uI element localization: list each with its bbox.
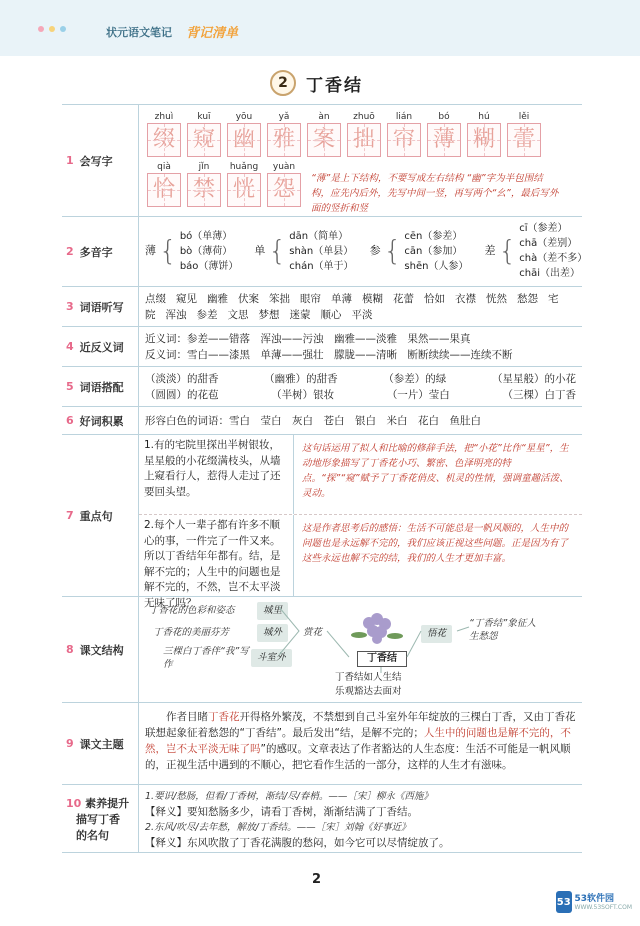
char-pinyin: hú — [478, 112, 490, 122]
polyphone-reading: cī（参差） — [519, 223, 568, 234]
dot-yellow — [49, 26, 55, 32]
logo-url: WWW.53SOFT.COM — [574, 903, 632, 911]
writing-note: “薄”是上下结构，不要写成左右结构 “幽”字为半包围结构，应先内后外，先写中间一竖，再写两个“幺”，最后写外面的竖折和竖 — [311, 173, 559, 214]
quote-1: 1.要识/愁肠，但看/丁香树，渐结/尽/春梢。——［宋］柳永《西施》 — [145, 791, 433, 802]
struct-right-note: “丁香结”象征人生愁怨 — [469, 618, 536, 642]
collocation-item: （幽雅）的甜香 — [264, 373, 338, 385]
char-box: 雅 — [267, 123, 301, 157]
section-number: 1 — [66, 154, 74, 167]
section-title: 近反义词 — [79, 340, 124, 354]
brand-tag: 背记清单 — [186, 26, 239, 41]
section-content — [138, 327, 582, 366]
polyphone-reading: cān（参加） — [404, 245, 463, 257]
section-label — [62, 407, 138, 434]
char-box: 恍 — [227, 173, 261, 207]
section-dictation — [62, 287, 582, 327]
struct-pill-3: 斗室外 — [251, 649, 292, 667]
dictation-word: 梦想 — [258, 309, 280, 321]
theme-part: 开得格外繁茂，不禁想到自己斗室外年年绽放的三棵白丁香，又由丁香花联想起象征着愁怨的“丁香结”。最后发出“结，是解不完的； — [145, 711, 576, 739]
char-box: 恰 — [147, 173, 181, 207]
section-content — [138, 217, 593, 286]
logo-text: 53软件园 — [574, 893, 615, 904]
polyphone-readings — [519, 221, 587, 281]
section-content — [138, 105, 582, 216]
char-pinyin: zhuì — [154, 112, 174, 122]
key-sentence-2-note: 这是作者思考后的感悟：生活不可能总是一帆风顺的，人生中的问题也是永远解不完的，我们应该正视这些问题。正是因为有了这些永远也解不完的结，我们的人生才更加丰富。 — [302, 523, 569, 564]
collocation-item: （一片）莹白 — [386, 389, 450, 401]
brace-icon: { — [159, 234, 177, 267]
char-cell — [465, 109, 503, 157]
section-number: 10 — [66, 796, 82, 810]
dictation-word: 恰如 — [424, 293, 445, 305]
char-box: 糊 — [467, 123, 501, 157]
polyphone-readings — [289, 229, 353, 274]
collocation-item: （半树）银妆 — [271, 389, 335, 401]
structure-diagram — [138, 597, 582, 703]
char-box: 薄 — [427, 123, 461, 157]
section-title: 多音字 — [79, 245, 113, 259]
theme-highlight: 丁香花 — [208, 711, 240, 723]
theme-part: ”的感叹。文章表达了作者豁达的人生态度：生活不可能是一帆风顺的，正视生活中遇到的不顺心，把它看作生活的一部分，这样的人生才有滋味。 — [145, 743, 571, 771]
char-box: 禁 — [187, 173, 221, 207]
brace-icon: { — [383, 234, 402, 267]
dictation-word: 参差 — [196, 309, 218, 321]
struct-center: 丁香结 — [357, 651, 407, 667]
section-synonyms — [62, 327, 582, 367]
char-pinyin: jǐn — [198, 162, 210, 172]
char-cell — [185, 159, 223, 216]
section-content — [138, 367, 582, 406]
polyphone-reading: cēn（参差） — [404, 230, 463, 242]
char-pinyin: kuī — [197, 112, 211, 122]
section-label — [62, 597, 138, 702]
char-cell — [185, 109, 223, 157]
section-theme — [62, 703, 582, 785]
char-pinyin: qià — [157, 162, 171, 172]
brace-icon: { — [268, 234, 287, 267]
char-cell — [305, 109, 343, 157]
page-number: 2 — [312, 872, 322, 887]
section-good-words — [62, 407, 582, 435]
dictation-word: 花蕾 — [393, 293, 414, 305]
theme-highlight: 人生中的问题也是解不完的，不然，岂不太平淡无味了吗 — [145, 727, 571, 755]
struct-left-2: 丁香花的美丽芬芳 — [153, 627, 230, 638]
dictation-word: 文思 — [227, 309, 249, 321]
section-title: 会写字 — [79, 154, 113, 168]
polyphone-char: 差 — [484, 244, 496, 257]
brace-icon: { — [498, 234, 517, 267]
polyphone-reading: chā（差别） — [519, 238, 578, 249]
polyphone-reading: chà（差不多） — [519, 253, 588, 264]
section-label — [62, 435, 138, 596]
section-number: 7 — [66, 509, 74, 522]
section-content — [138, 785, 582, 852]
quote-1-meaning: 【释义】要知愁肠多少，请看丁香树，渐渐结满了丁香结。 — [145, 806, 418, 818]
char-pinyin: lěi — [518, 112, 530, 122]
section-title: 词语听写 — [79, 300, 124, 314]
char-pinyin: yuàn — [272, 162, 296, 172]
section-number: 3 — [66, 300, 74, 313]
polyphone-group — [254, 221, 353, 281]
dictation-word: 恍然 — [486, 293, 507, 305]
lesson-heading — [270, 70, 363, 96]
polyphone-group — [370, 221, 469, 281]
char-row — [145, 109, 576, 157]
section-number: 6 — [66, 414, 74, 427]
collocation-item: （圆圆）的花苞 — [145, 389, 219, 401]
dictation-word: 笨拙 — [269, 293, 290, 305]
lesson-number: 2 — [270, 70, 296, 96]
char-box: 拙 — [347, 123, 381, 157]
char-cell — [505, 109, 543, 157]
dictation-word: 浑浊 — [165, 309, 187, 321]
char-cell — [425, 109, 463, 157]
dictation-word: 眼帘 — [300, 293, 321, 305]
struct-left-3: 三棵白丁香伴“我”写作 — [163, 646, 249, 670]
dictation-word: 顺心 — [320, 309, 342, 321]
struct-foot-1: 丁香结如人生结 — [335, 672, 402, 683]
quote-2: 2.东风/吹尽/去年愁，解放/丁香结。——［宋］刘翰《好事近》 — [145, 822, 411, 833]
section-label — [62, 703, 138, 784]
struct-left-1: 丁香花的色彩和姿态 — [149, 605, 235, 616]
polyphone-groups — [145, 221, 587, 281]
char-cell — [225, 159, 263, 216]
section-title: 重点句 — [79, 509, 113, 523]
polyphone-group — [145, 221, 238, 281]
good-words-text: 形容白色的词语：雪白 莹白 灰白 苍白 银白 米白 花白 鱼肚白 — [138, 407, 582, 434]
logo-mark-icon: 53 — [556, 891, 572, 913]
struct-right: 悟花 — [421, 625, 452, 643]
collocation-line — [145, 371, 576, 387]
quote-2-meaning: 【释义】东风吹散了丁香花满腹的愁闷，如今它可以尽情绽放了。 — [145, 837, 450, 849]
polyphone-readings — [404, 229, 468, 274]
dictation-word: 伏案 — [238, 293, 259, 305]
char-box: 蕾 — [507, 123, 541, 157]
dictation-word: 单薄 — [331, 293, 352, 305]
dictation-word: 宅院 — [145, 293, 559, 321]
decor-dots — [38, 26, 66, 32]
polyphone-char: 参 — [369, 244, 381, 257]
section-collocations — [62, 367, 582, 407]
char-pinyin: yōu — [235, 112, 253, 122]
struct-pill-2: 城外 — [257, 624, 288, 642]
polyphone-reading: bó（单薄） — [179, 230, 233, 242]
section-title: 课文主题 — [79, 737, 124, 751]
section-number: 2 — [66, 245, 74, 258]
polyphone-group — [484, 221, 587, 281]
char-box: 窥 — [187, 123, 221, 157]
dictation-word: 衣襟 — [455, 293, 476, 305]
polyphone-char: 单 — [254, 244, 266, 257]
theme-text — [138, 703, 582, 784]
char-cell — [225, 109, 263, 157]
key-sentence-2: 2.每个人一辈子都有许多不顺心的事，一件完了一件又来。所以丁香结年年都有。结，是解不完的；人生中的问题也是解不完的，不然，岂不太平淡无味了吗？ — [139, 515, 294, 596]
section-label — [62, 217, 138, 286]
polyphone-reading: bò（薄荷） — [179, 245, 233, 257]
dictation-word: 愁怨 — [517, 293, 538, 305]
char-row — [145, 159, 303, 216]
section-label — [62, 785, 138, 852]
notes-table — [62, 104, 588, 853]
lesson-title: 丁香结 — [306, 75, 363, 96]
char-cell — [345, 109, 383, 157]
section-key-sentences — [62, 435, 582, 609]
char-pinyin: àn — [318, 112, 330, 122]
brand-name: 状元语文笔记 — [106, 26, 172, 39]
char-pinyin: lián — [395, 112, 413, 122]
section-title: 好词积累 — [79, 414, 124, 428]
dictation-word: 幽雅 — [207, 293, 228, 305]
section-number: 5 — [66, 380, 74, 393]
polyphone-reading: shàn（单县） — [289, 245, 354, 257]
section-label — [62, 105, 138, 216]
dot-blue — [60, 26, 66, 32]
section-polyphones — [62, 217, 588, 287]
section-writing-chars — [62, 105, 582, 217]
struct-mid: 赏花 — [303, 627, 323, 638]
dictation-word: 模糊 — [362, 293, 383, 305]
dictation-words — [138, 287, 582, 326]
dictation-word: 窥见 — [176, 293, 197, 305]
section-subtitle: 描写丁香 — [76, 812, 120, 826]
struct-pill-1: 城里 — [257, 602, 288, 620]
char-box: 案 — [307, 123, 341, 157]
polyphone-char: 薄 — [145, 244, 156, 257]
char-cell — [265, 159, 303, 216]
section-quotes — [62, 785, 582, 853]
site-logo — [556, 888, 632, 916]
dictation-word: 平淡 — [351, 309, 373, 321]
char-pinyin: yǎ — [278, 112, 290, 122]
section-title: 课文结构 — [79, 643, 124, 657]
collocation-item: （淡淡）的甜香 — [145, 373, 219, 385]
collocation-item: （星星般）的小花 — [491, 373, 576, 385]
section-label — [62, 287, 138, 326]
antonym-line: 反义词：雪白——漆黑 单薄——强壮 朦胧——清晰 断断续续——连续不断 — [145, 349, 513, 361]
section-content — [138, 435, 582, 609]
struct-foot-2: 乐观豁达去面对 — [335, 686, 402, 697]
char-pinyin: huǎng — [229, 162, 259, 172]
collocation-line — [145, 387, 576, 403]
polyphone-readings — [180, 229, 239, 274]
section-subtitle: 的名句 — [76, 828, 109, 842]
char-cell — [265, 109, 303, 157]
polyphone-reading: chán（单于） — [289, 260, 354, 272]
section-label — [62, 327, 138, 366]
char-box: 怨 — [267, 173, 301, 207]
dictation-word: 点缀 — [145, 293, 166, 305]
char-pinyin: zhuō — [353, 112, 375, 122]
section-title: 词语搭配 — [79, 380, 124, 394]
dictation-word: 迷蒙 — [289, 309, 311, 321]
section-number: 4 — [66, 340, 74, 353]
collocation-item: （三棵）白丁香 — [502, 389, 576, 401]
section-number: 9 — [66, 737, 74, 750]
char-box: 帘 — [387, 123, 421, 157]
polyphone-reading: chāi（出差） — [519, 268, 581, 279]
section-structure — [62, 597, 582, 703]
collocation-item: （参差）的绿 — [383, 373, 447, 385]
dot-pink — [38, 26, 44, 32]
theme-part: 作者目睹 — [166, 711, 208, 723]
char-box: 缀 — [147, 123, 181, 157]
key-sentence-1: 1.有的宅院里探出半树银妆，星星般的小花缀满枝头，从墙上窥看行人，惹得人走过了还要回头望。 — [139, 435, 294, 514]
section-label — [62, 367, 138, 406]
synonym-line: 近义词：参差——错落 浑浊——污浊 幽雅——淡雅 果然——果真 — [145, 333, 471, 345]
char-cell — [145, 159, 183, 216]
char-box: 幽 — [227, 123, 261, 157]
key-sentence-1-note: 这句话运用了拟人和比喻的修辞手法，把“小花”比作“星星”，生动地形象描写了丁香花小巧、繁密、色泽明亮的特点。“探”“窥”赋予了丁香花俏皮、机灵的性情，强调童趣活泼、灵动。 — [302, 443, 569, 499]
char-cell — [385, 109, 423, 157]
char-cell — [145, 109, 183, 157]
polyphone-reading: shēn（人参） — [404, 260, 469, 272]
polyphone-reading: báo（薄饼） — [179, 260, 239, 272]
section-number: 8 — [66, 643, 74, 656]
section-title: 素养提升 — [85, 796, 130, 810]
char-pinyin: bó — [438, 112, 450, 122]
top-banner — [0, 0, 640, 56]
polyphone-reading: dān（简单） — [289, 230, 349, 242]
structure-connectors — [139, 597, 579, 703]
